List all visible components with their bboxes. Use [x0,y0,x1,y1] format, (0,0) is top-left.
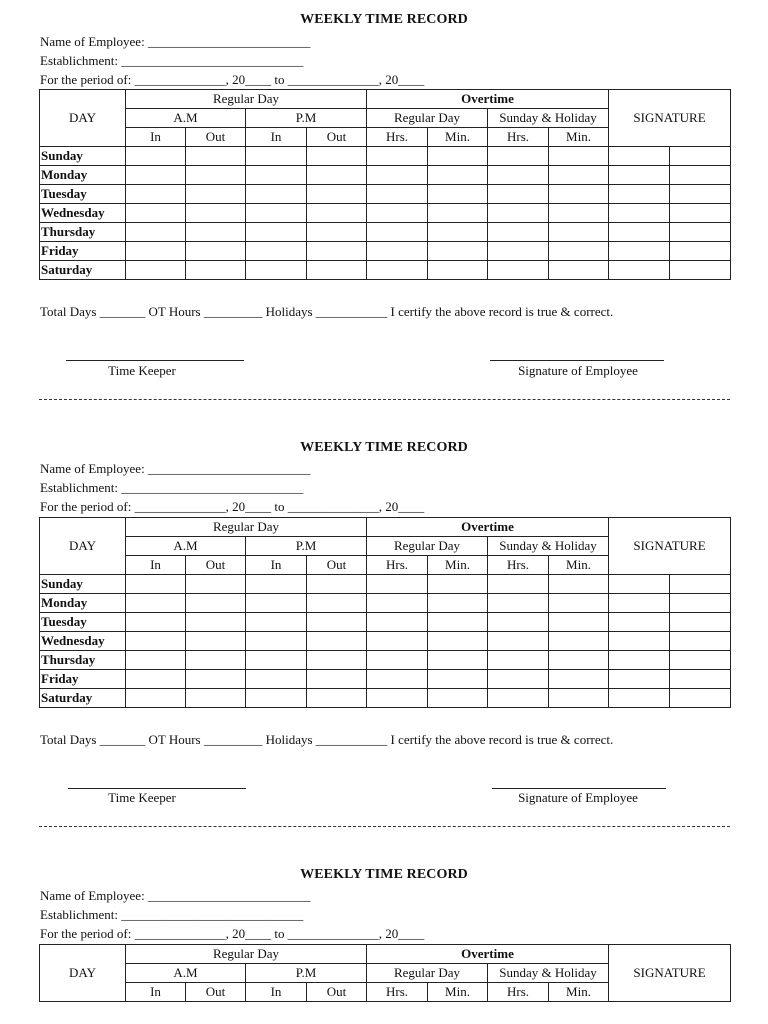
entry-cell[interactable] [126,204,186,223]
entry-cell[interactable] [549,632,609,651]
entry-cell[interactable] [186,166,246,185]
entry-cell[interactable] [246,242,307,261]
entry-cell[interactable] [428,670,488,689]
employee-signature-line [490,360,664,361]
pm-out-header: Out [307,983,367,1002]
entry-cell[interactable] [307,689,367,708]
day-label: Tuesday [40,613,126,632]
table-row [40,223,731,242]
ot-holiday-hrs-header: Hrs. [488,556,549,575]
time-record-table [39,89,731,280]
signature-cell[interactable] [609,689,670,708]
entry-cell[interactable] [367,613,428,632]
entry-cell[interactable] [186,242,246,261]
entry-cell[interactable] [307,147,367,166]
day-label: Sunday [40,575,126,594]
signature-cell[interactable] [670,689,731,708]
day-label: Sunday [40,147,126,166]
employee-signature-label: Signature of Employee [518,790,638,805]
employee-signature-label: Signature of Employee [518,363,638,378]
entry-cell[interactable] [488,166,549,185]
period-field: For the period of: ______________, 20____ to ______________, 20____ [40,499,425,514]
entry-cell[interactable] [549,166,609,185]
table-row [40,594,731,613]
entry-cell[interactable] [126,242,186,261]
signature-cell[interactable] [609,613,670,632]
entry-cell[interactable] [307,204,367,223]
ot-regular-hrs-header: Hrs. [367,128,428,147]
signature-cell[interactable] [670,632,731,651]
entry-cell[interactable] [307,613,367,632]
day-label: Thursday [40,651,126,670]
signature-cell[interactable] [609,185,670,204]
table-row [40,689,731,708]
signature-cell[interactable] [670,594,731,613]
am-in-header: In [126,983,186,1002]
am-out-header: Out [186,128,246,147]
signature-cell[interactable] [609,147,670,166]
entry-cell[interactable] [367,223,428,242]
entry-cell[interactable] [488,632,549,651]
entry-cell[interactable] [428,261,488,280]
am-in-header: In [126,556,186,575]
entry-cell[interactable] [126,670,186,689]
table-row [40,147,731,166]
entry-cell[interactable] [367,185,428,204]
overtime-header: Overtime [367,90,609,109]
time-record-form-3 [0,855,768,1024]
entry-cell[interactable] [367,166,428,185]
time-record-table [39,517,731,708]
day-label: Wednesday [40,204,126,223]
entry-cell[interactable] [549,575,609,594]
employee-name-field: Name of Employee: _________________________ [40,34,311,49]
signature-cell[interactable] [609,223,670,242]
entry-cell[interactable] [488,185,549,204]
day-label: Monday [40,594,126,613]
table-row [40,632,731,651]
form-title: WEEKLY TIME RECORD [300,867,468,882]
entry-cell[interactable] [428,651,488,670]
day-label: Saturday [40,261,126,280]
signature-cell[interactable] [670,613,731,632]
ot-regular-hrs-header: Hrs. [367,556,428,575]
entry-cell[interactable] [307,651,367,670]
am-in-header: In [126,128,186,147]
time-keeper-label: Time Keeper [108,363,176,378]
pm-header: P.M [246,964,367,983]
signature-header: SIGNATURE [609,945,731,1002]
signature-cell[interactable] [609,242,670,261]
cut-line [39,826,730,827]
time-record-form-2 [0,428,768,838]
overtime-header: Overtime [367,518,609,537]
ot-regular-min-header: Min. [428,983,488,1002]
ot-regular-day-header: Regular Day [367,964,488,983]
ot-holiday-hrs-header: Hrs. [488,983,549,1002]
ot-sunday-holiday-header: Sunday & Holiday [488,109,609,128]
entry-cell[interactable] [126,147,186,166]
entry-cell[interactable] [428,147,488,166]
entry-cell[interactable] [549,147,609,166]
signature-cell[interactable] [609,594,670,613]
signature-header: SIGNATURE [609,518,731,575]
entry-cell[interactable] [186,261,246,280]
entry-cell[interactable] [367,242,428,261]
signature-cell[interactable] [609,166,670,185]
entry-cell[interactable] [428,575,488,594]
entry-cell[interactable] [488,223,549,242]
entry-cell[interactable] [488,613,549,632]
table-row [40,575,731,594]
entry-cell[interactable] [488,689,549,708]
entry-cell[interactable] [367,689,428,708]
am-header: A.M [126,109,246,128]
ot-sunday-holiday-header: Sunday & Holiday [488,964,609,983]
pm-in-header: In [246,128,307,147]
employee-name-field: Name of Employee: _________________________ [40,888,311,903]
entry-cell[interactable] [367,651,428,670]
entry-cell[interactable] [307,166,367,185]
day-header: DAY [40,518,126,575]
entry-cell[interactable] [307,632,367,651]
entry-cell[interactable] [186,651,246,670]
entry-cell[interactable] [307,670,367,689]
ot-regular-day-header: Regular Day [367,109,488,128]
establishment-field: Establichment: ____________________________ [40,53,304,68]
entry-cell[interactable] [186,223,246,242]
entry-cell[interactable] [246,670,307,689]
entry-cell[interactable] [428,632,488,651]
entry-cell[interactable] [488,242,549,261]
table-row [40,185,731,204]
ot-holiday-min-header: Min. [549,983,609,1002]
regular-day-header: Regular Day [126,518,367,537]
entry-cell[interactable] [367,261,428,280]
time-keeper-label: Time Keeper [108,790,176,805]
entry-cell[interactable] [488,651,549,670]
am-out-header: Out [186,983,246,1002]
pm-out-header: Out [307,556,367,575]
ot-regular-day-header: Regular Day [367,537,488,556]
table-row [40,166,731,185]
entry-cell[interactable] [488,147,549,166]
regular-day-header: Regular Day [126,90,367,109]
period-field: For the period of: ______________, 20____ to ______________, 20____ [40,72,425,87]
entry-cell[interactable] [246,632,307,651]
ot-regular-min-header: Min. [428,128,488,147]
ot-regular-hrs-header: Hrs. [367,983,428,1002]
form-title: WEEKLY TIME RECORD [300,440,468,455]
entry-cell[interactable] [126,689,186,708]
establishment-field: Establichment: ____________________________ [40,480,304,495]
entry-cell[interactable] [307,185,367,204]
ot-holiday-min-header: Min. [549,556,609,575]
entry-cell[interactable] [246,204,307,223]
entry-cell[interactable] [126,651,186,670]
signature-cell[interactable] [609,670,670,689]
entry-cell[interactable] [126,166,186,185]
entry-cell[interactable] [126,185,186,204]
entry-cell[interactable] [367,632,428,651]
cut-line [39,399,730,400]
signature-cell[interactable] [670,147,731,166]
entry-cell[interactable] [246,261,307,280]
pm-header: P.M [246,109,367,128]
entry-cell[interactable] [549,670,609,689]
table-row [40,651,731,670]
signature-cell[interactable] [609,261,670,280]
entry-cell[interactable] [367,594,428,613]
entry-cell[interactable] [186,613,246,632]
entry-cell[interactable] [246,166,307,185]
entry-cell[interactable] [367,147,428,166]
signature-cell[interactable] [670,204,731,223]
entry-cell[interactable] [549,223,609,242]
entry-cell[interactable] [246,613,307,632]
day-label: Tuesday [40,185,126,204]
entry-cell[interactable] [186,689,246,708]
ot-holiday-min-header: Min. [549,128,609,147]
entry-cell[interactable] [488,575,549,594]
entry-cell[interactable] [428,613,488,632]
entry-cell[interactable] [307,575,367,594]
signature-cell[interactable] [609,651,670,670]
entry-cell[interactable] [246,575,307,594]
entry-cell[interactable] [246,651,307,670]
signature-cell[interactable] [670,670,731,689]
entry-cell[interactable] [549,651,609,670]
entry-cell[interactable] [307,223,367,242]
entry-cell[interactable] [428,185,488,204]
entry-cell[interactable] [246,185,307,204]
signature-cell[interactable] [670,223,731,242]
entry-cell[interactable] [428,223,488,242]
entry-cell[interactable] [246,223,307,242]
time-keeper-signature-line [66,360,244,361]
entry-cell[interactable] [549,185,609,204]
signature-cell[interactable] [609,575,670,594]
am-header: A.M [126,964,246,983]
pm-out-header: Out [307,128,367,147]
signature-cell[interactable] [670,242,731,261]
entry-cell[interactable] [488,670,549,689]
entry-cell[interactable] [126,613,186,632]
entry-cell[interactable] [549,261,609,280]
day-label: Thursday [40,223,126,242]
entry-cell[interactable] [549,689,609,708]
table-row [40,670,731,689]
day-label: Friday [40,242,126,261]
table-row [40,261,731,280]
am-header: A.M [126,537,246,556]
entry-cell[interactable] [307,242,367,261]
day-label: Friday [40,670,126,689]
entry-cell[interactable] [367,204,428,223]
signature-cell[interactable] [670,575,731,594]
time-keeper-signature-line [68,788,246,789]
entry-cell[interactable] [126,632,186,651]
pm-header: P.M [246,537,367,556]
entry-cell[interactable] [126,594,186,613]
entry-cell[interactable] [246,594,307,613]
signature-cell[interactable] [670,261,731,280]
entry-cell[interactable] [307,261,367,280]
signature-cell[interactable] [670,651,731,670]
entry-cell[interactable] [549,204,609,223]
entry-cell[interactable] [126,575,186,594]
entry-cell[interactable] [549,242,609,261]
table-row [40,242,731,261]
signature-cell[interactable] [670,185,731,204]
signature-cell[interactable] [609,632,670,651]
totals-line: Total Days _______ OT Hours _________ Holidays ___________ I certify the above record is true & correct. [40,732,614,747]
employee-name-field: Name of Employee: _________________________ [40,461,311,476]
entry-cell[interactable] [367,670,428,689]
table-row [40,613,731,632]
entry-cell[interactable] [186,147,246,166]
entry-cell[interactable] [488,204,549,223]
entry-cell[interactable] [488,261,549,280]
time-record-table [39,944,731,1002]
entry-cell[interactable] [246,689,307,708]
entry-cell[interactable] [186,575,246,594]
entry-cell[interactable] [126,223,186,242]
regular-day-header: Regular Day [126,945,367,964]
day-label: Saturday [40,689,126,708]
day-header: DAY [40,945,126,1002]
day-label: Wednesday [40,632,126,651]
signature-cell[interactable] [670,166,731,185]
day-label: Monday [40,166,126,185]
pm-in-header: In [246,983,307,1002]
time-record-form-1 [0,0,768,410]
signature-header: SIGNATURE [609,90,731,147]
entry-cell[interactable] [186,594,246,613]
entry-cell[interactable] [428,689,488,708]
form-title: WEEKLY TIME RECORD [300,12,468,27]
signature-cell[interactable] [609,204,670,223]
entry-cell[interactable] [367,575,428,594]
entry-cell[interactable] [428,204,488,223]
am-out-header: Out [186,556,246,575]
table-row [40,204,731,223]
entry-cell[interactable] [428,166,488,185]
ot-sunday-holiday-header: Sunday & Holiday [488,537,609,556]
entry-cell[interactable] [307,594,367,613]
totals-line: Total Days _______ OT Hours _________ Holidays ___________ I certify the above record is true & correct. [40,304,614,319]
entry-cell[interactable] [126,261,186,280]
entry-cell[interactable] [186,185,246,204]
period-field: For the period of: ______________, 20____ to ______________, 20____ [40,926,425,941]
entry-cell[interactable] [246,147,307,166]
entry-cell[interactable] [549,613,609,632]
pm-in-header: In [246,556,307,575]
establishment-field: Establichment: ____________________________ [40,907,304,922]
entry-cell[interactable] [428,242,488,261]
employee-signature-line [492,788,666,789]
entry-cell[interactable] [186,670,246,689]
overtime-header: Overtime [367,945,609,964]
day-header: DAY [40,90,126,147]
entry-cell[interactable] [186,632,246,651]
entry-cell[interactable] [428,594,488,613]
ot-regular-min-header: Min. [428,556,488,575]
entry-cell[interactable] [488,594,549,613]
entry-cell[interactable] [186,204,246,223]
entry-cell[interactable] [549,594,609,613]
ot-holiday-hrs-header: Hrs. [488,128,549,147]
